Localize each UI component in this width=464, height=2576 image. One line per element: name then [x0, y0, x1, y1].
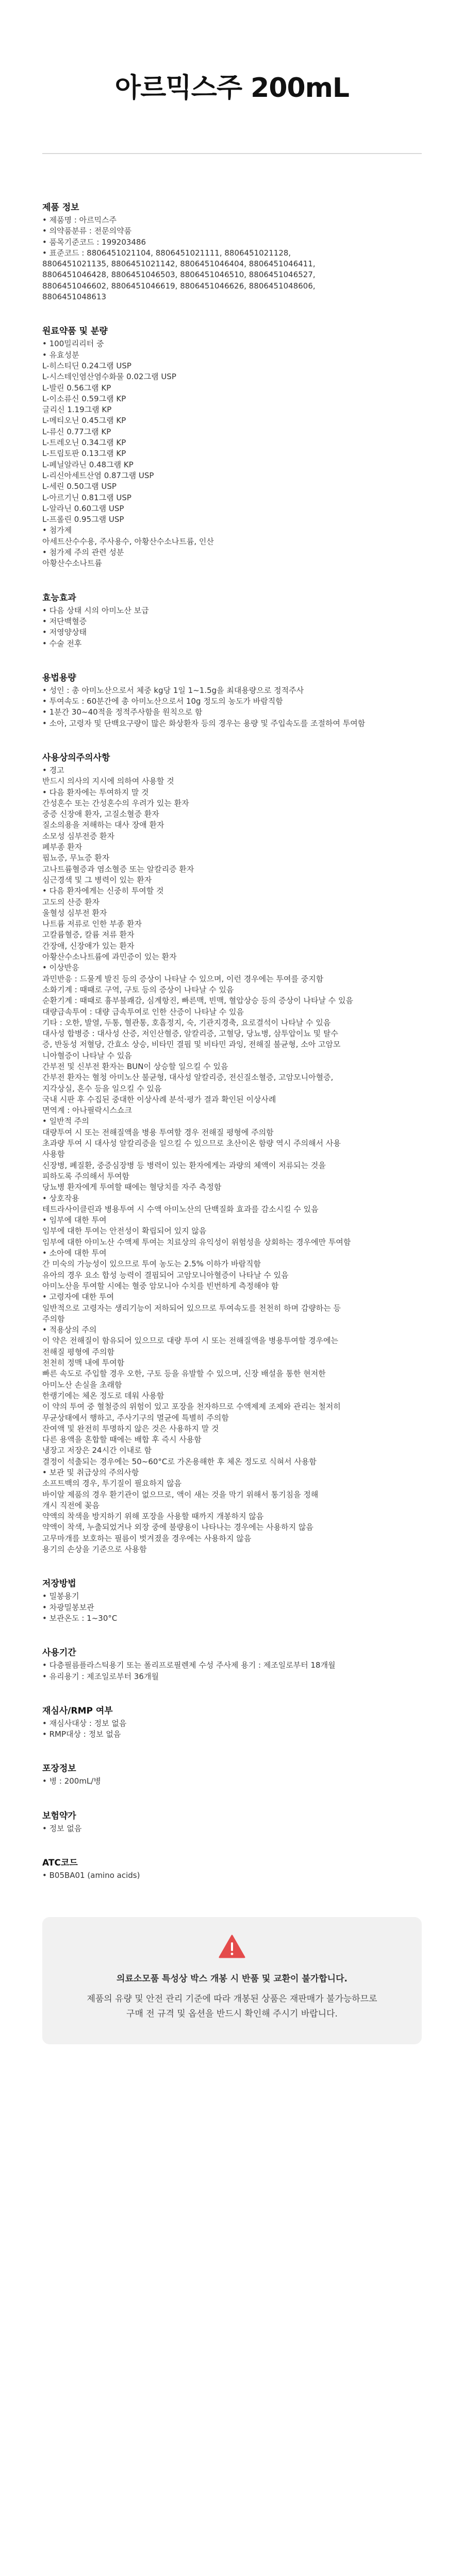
section-line: L-이소류신 0.59그램 KP	[42, 394, 126, 403]
notice-wrapper	[42, 1904, 422, 2096]
section-line: • 저단백혈증	[42, 616, 87, 626]
section-line: 아황산수소나트륨	[42, 558, 102, 568]
section-line: 임부에 대한 아미노산 수액제 투여는 치료상의 유익성이 위험성을 상회하는 경우에만 투여함	[42, 1237, 351, 1247]
section-line: 소프트백의 경우, 투기질이 필요하지 않음	[42, 1479, 182, 1488]
info-section	[42, 1647, 422, 1682]
section-line: 테트라사이클린과 병용투여 시 수액 아미노산의 단백질화 효과를 감소시킬 수 있음	[42, 1204, 319, 1214]
section-line: • 1분간 30~40적을 정적주사함을 원칙으로 함	[42, 707, 203, 717]
section-line: L-트레오닌 0.34그램 KP	[42, 438, 126, 448]
section-line: L-알라닌 0.60그램 USP	[42, 503, 124, 513]
section-line: 대량급속투여 : 대량 급속투여로 인한 산증이 나타날 수 있음	[42, 1007, 244, 1016]
section-line: L-페닐알라닌 0.48그램 KP	[42, 460, 134, 469]
section-line: 잔여액 및 완전히 투명하지 않은 것은 사용하지 말 것	[42, 1423, 219, 1433]
section-line: 약액이 착색, 누출되었거나 외장 중에 불량용이 나타나는 경우에는 사용하지 않음	[42, 1522, 313, 1532]
section-heading: 재심사/RMP 여부	[42, 1705, 113, 1716]
section-line: 기타 : 오한, 발열, 두통, 혈관통, 호흡정지, 숙, 기관지경축, 요로결석이 나타날 수 있음	[42, 1018, 331, 1027]
section-line: 심근경색 및 그 병력이 있는 환자	[42, 875, 152, 885]
section-line: 용기의 손상을 기준으로 사용함	[42, 1545, 147, 1554]
info-section	[42, 672, 422, 729]
info-section	[42, 1705, 422, 1740]
section-line: 간성혼수 또는 간성혼수의 우려가 있는 환자	[42, 798, 189, 808]
section-line: • 밀봉용기	[42, 1591, 79, 1601]
section-line: 이 약은 전해질이 함유되어 있으므로 대량 투여 시 또는 전해질액을 병용투여할 경우에는	[42, 1336, 339, 1346]
info-section	[42, 592, 422, 649]
section-line: • 투여속도 : 60분간에 총 아미노산으로서 10g 정도의 농도가 바람직함	[42, 697, 283, 706]
section-line: 고도의 산증 환자	[42, 897, 100, 907]
section-line: 8806451046602, 8806451046619, 8806451046626, 8806451048606,	[42, 281, 316, 291]
section-line: • 고령자에 대한 투여	[42, 1292, 114, 1302]
section-line: 국내 시판 후 수집된 중대한 이상사례 분석·평가 결과 확인된 이상사례	[42, 1094, 276, 1104]
section-line: 순환기계 : 때때로 흉부불쾌감, 심계항진, 빠른맥, 빈맥, 혈압상승 등의 증상이 나타날 수 있음	[42, 996, 353, 1006]
section-line: • 표준코드 : 8806451021104, 8806451021111, 8806451021128,	[42, 248, 291, 258]
section-line: 8806451046428, 8806451046503, 8806451046510, 8806451046527,	[42, 270, 316, 280]
section-line: 폐부종 환자	[42, 842, 82, 852]
section-line: 초과량 투여 시 대사성 알칼리증을 일으킬 수 있으므로 초산이온 함량 역시 주의해서 사용	[42, 1139, 341, 1148]
section-line: L-히스티딘 0.24그램 USP	[42, 361, 131, 370]
section-heading: 효능효과	[42, 592, 76, 603]
section-line: • 첨가제	[42, 526, 72, 535]
section-line: • 의약품분류 : 전문의약품	[42, 226, 132, 236]
section-line: 고칼륨혈증, 칼륨 저류 환자	[42, 930, 135, 940]
section-line: • 병 : 200mL/병	[42, 1776, 101, 1786]
section-line: 바이알 제품의 경우 환기관이 없으므로, 액이 새는 것을 막기 위해서 통기침을 정해	[42, 1489, 319, 1499]
section-line: L-프롤린 0.95그램 USP	[42, 515, 124, 524]
section-line: 한랭기에는 체온 정도로 데워 사용함	[42, 1391, 164, 1400]
section-line: L-메티오닌 0.45그램 KP	[42, 416, 126, 426]
section-line: 8806451048613	[42, 292, 107, 302]
section-heading: 사용상의주의사항	[42, 752, 110, 763]
section-line: 고나트륨혈증과 염소혈증 또는 알칼리증 환자	[42, 864, 194, 874]
section-line: • 보관 및 취급상의 주의사항	[42, 1467, 139, 1477]
section-line: 중증 신장애 환자, 고질소혈증 환자	[42, 809, 159, 819]
section-line: • 유리용기 : 제조일로부터 36개월	[42, 1671, 159, 1681]
section-heading: 저장방법	[42, 1579, 76, 1589]
warning-icon	[219, 1935, 245, 1958]
notice-line: 의료소모품 특성상 박스 개봉 시 반품 및 교환이 불가합니다.	[117, 1974, 347, 1985]
section-line: 핍뇨증, 무뇨증 환자	[42, 853, 110, 863]
info-section	[42, 1762, 422, 1787]
section-line: 소모성 심부전증 환자	[42, 831, 114, 841]
section-line: • 일반적 주의	[42, 1116, 89, 1126]
section-line: • B05BA01 (amino acids)	[42, 1871, 140, 1880]
section-line: • 보관온도 : 1~30°C	[42, 1613, 118, 1623]
section-line: 신장병, 폐질환, 중증심장병 등 병력이 있는 환자에게는 과량의 체액이 저류되는 것을	[42, 1160, 326, 1170]
section-line: 전해질 평형에 주의함	[42, 1347, 114, 1357]
section-line: L-트립토판 0.13그램 KP	[42, 449, 126, 459]
section-line: 당뇨병 환자에게 투여할 때에는 혈당치를 자주 측정함	[42, 1182, 222, 1192]
section-heading: 포장정보	[42, 1764, 76, 1774]
section-line: 간 미숙의 가능성이 있으므로 투여 농도는 2.5% 이하가 바람직함	[42, 1259, 261, 1269]
section-line: 빠른 속도로 주입할 경우 오한, 구토 등을 유발할 수 있으며, 신장 배설을 통한 현저한	[42, 1369, 326, 1379]
section-line: 고무마개를 보호하는 필름이 벗겨졌을 경우에는 사용하지 않음	[42, 1533, 252, 1543]
section-line: 지각상실, 혼수 등을 일으킬 수 있음	[42, 1083, 162, 1093]
section-line: 간장애, 신장애가 있는 환자	[42, 941, 135, 951]
section-line: 주의함	[42, 1314, 65, 1324]
info-section	[42, 325, 422, 569]
section-line: L-시스테인염산염수화물 0.02그램 USP	[42, 372, 176, 382]
section-line: 니아혈증이 나타날 수 있음	[42, 1050, 132, 1060]
section-line: 결정이 석출되는 경우에는 50~60°C로 가온용해한 후 체온 정도로 식혀서 사용함	[42, 1456, 317, 1466]
section-line: • 소아, 고령자 및 단백요구량이 많은 화상환자 등의 경우는 용량 및 주입속도를 조절하여 투여함	[42, 718, 366, 728]
section-line: 8806451021135, 8806451021142, 8806451046404, 8806451046411,	[42, 259, 316, 269]
section-line: • 수술 전후	[42, 638, 82, 648]
section-line: • 성인 : 총 아미노산으로서 체중 kg당 1일 1~1.5g을 최대용량으로 정적주사	[42, 685, 304, 695]
section-line: 이 약의 투여 중 혈철증의 위험이 있고 포장을 천자하므로 수액제제 조제와 관리는 철저히	[42, 1402, 341, 1412]
section-line: • 정보 없음	[42, 1823, 82, 1833]
notice-line: 제품의 유량 및 안전 관리 기준에 따라 개봉된 상품은 재판매가 불가능하므로	[87, 1994, 377, 2005]
section-line: • RMP대상 : 정보 없음	[42, 1730, 121, 1739]
section-line: 간부전 및 신부전 환자는 BUN이 상승할 일으킬 수 있음	[42, 1062, 228, 1071]
section-line: 아세트산수수용, 주사용수, 아황산수소나트륨, 인산	[42, 536, 214, 546]
section-line: 무균상태에서 행하고, 주사기구의 멸균에 특별히 주의함	[42, 1413, 229, 1422]
section-line: 대량투여 시 또는 전해질액을 병용 투여할 경우 전해질 평형에 주의함	[42, 1127, 274, 1137]
section-line: • 유효성분	[42, 350, 79, 360]
section-line: 개시 직전에 꽂음	[42, 1500, 100, 1510]
section-line: 냉장고 저장은 24시간 이내로 함	[42, 1446, 152, 1455]
section-line: • 다층필름플라스틱용기 또는 폴리프로필렌제 수성 주사제 용기 : 제조일로부터 18개월	[42, 1660, 336, 1670]
section-heading: ATC코드	[42, 1858, 78, 1869]
section-line: • 적용상의 주의	[42, 1325, 97, 1335]
section-line: • 저영양상태	[42, 628, 87, 637]
section-line: 천천히 정맥 내에 투여함	[42, 1358, 125, 1368]
section-line: L-발린 0.56그램 KP	[42, 383, 111, 393]
section-line: • 상호작용	[42, 1193, 79, 1203]
section-line: 증, 반동성 저혈당, 간효소 상승, 비타민 결핍 및 비타민 과잉, 전해질 불균형, 소아 고암모	[42, 1040, 341, 1049]
section-line: 간부전 환자는 혈청 아미노산 불균형, 대사성 알칼리증, 전신질소혈증, 고암모니아혈증,	[42, 1073, 334, 1082]
section-heading: 보험약가	[42, 1810, 76, 1821]
return-policy-notice	[42, 1917, 422, 2044]
section-line: 글리신 1.19그램 KP	[42, 405, 112, 415]
section-line: • 100밀리리터 중	[42, 339, 104, 349]
section-line: 아미노산 손실을 초래함	[42, 1380, 122, 1389]
section-line: • 임부에 대한 투여	[42, 1215, 107, 1225]
info-section	[42, 1857, 422, 1881]
section-line: L-류신 0.77그램 KP	[42, 427, 111, 436]
section-line: 소화기계 : 때때로 구역, 구토 등의 증상이 나타날 수 있음	[42, 985, 234, 994]
section-line: 약액의 착색을 방지하기 위해 포장을 사용할 때까지 개봉하지 않음	[42, 1512, 264, 1521]
section-line: 과민반응 : 드물게 발진 등의 증상이 나타날 수 있으며, 이런 경우에는 투여를 중지함	[42, 974, 324, 984]
section-line: • 이상반응	[42, 963, 79, 973]
product-info-sections	[42, 154, 422, 1881]
section-line: 임부에 대한 투여는 안전성이 확립되어 있지 않음	[42, 1226, 207, 1236]
section-line: • 경고	[42, 765, 64, 775]
section-line: 다른 용액을 혼합할 때에는 배합 후 즉시 사용함	[42, 1435, 202, 1445]
section-line: 울혈성 심부전 환자	[42, 908, 107, 918]
section-line: • 재심사대상 : 정보 없음	[42, 1718, 127, 1728]
section-line: L-아르기닌 0.81그램 USP	[42, 493, 131, 502]
section-line: 아황산수소나트륨에 과민증이 있는 환자	[42, 952, 177, 962]
section-heading: 사용기간	[42, 1648, 76, 1658]
section-line: • 다음 환자에게는 신중히 투여할 것	[42, 886, 164, 896]
info-section	[42, 752, 422, 1555]
info-section	[42, 1810, 422, 1834]
section-line: • 다음 환자에는 투여하지 말 것	[42, 787, 149, 797]
notice-line: 구매 전 규격 및 옵션을 반드시 확인해 주시기 바랍니다.	[126, 2009, 338, 2020]
section-line: L-세린 0.50그램 USP	[42, 482, 117, 492]
section-heading: 원료약품 및 분량	[42, 326, 108, 337]
section-line: 나트륨 저류로 인한 부종 환자	[42, 919, 142, 929]
info-section	[42, 1578, 422, 1624]
product-title: 아르믹스주 200mL	[114, 73, 350, 104]
section-heading: 용법용량	[42, 672, 76, 683]
section-line: 일반적으로 고령자는 생리기능이 저하되어 있으므로 투여속도를 천천히 하며 감량하는 등	[42, 1303, 341, 1313]
section-line: 반드시 의사의 지시에 의하여 사용할 것	[42, 776, 174, 786]
section-line: 질소의용을 저해하는 대사 장애 환자	[42, 820, 164, 830]
info-section	[42, 201, 422, 302]
section-line: 사용함	[42, 1149, 65, 1159]
section-line: 면역계 : 아나필락시스쇼크	[42, 1106, 132, 1115]
section-line: 유아의 경우 요소 합성 능력이 결핍되어 고암모니아혈증이 나타날 수 있음	[42, 1270, 289, 1280]
section-line: • 첨가제 주의 관련 성분	[42, 548, 124, 557]
section-line: • 소아에 대한 투여	[42, 1248, 107, 1258]
section-line: • 다음 상태 시의 아미노산 보급	[42, 605, 149, 615]
section-line: L-리신아세트산염 0.87그램 USP	[42, 470, 154, 480]
section-line: 대사성 합병증 : 대사성 산증, 저인산혈증, 알칼리증, 고혈당, 당뇨병, 삼투압이뇨 및 탈수	[42, 1029, 339, 1039]
section-line: 피하도록 주의해서 투여함	[42, 1171, 129, 1181]
section-heading: 제품 정보	[42, 202, 79, 213]
section-line: • 제품명 : 아르믹스주	[42, 215, 117, 225]
section-line: • 품목기준코드 : 199203486	[42, 237, 146, 247]
section-line: • 차광밀봉보관	[42, 1602, 94, 1612]
section-line: 아미노산을 투여할 시에는 혈중 암모니아 수치를 빈번하게 측정해야 함	[42, 1281, 279, 1291]
